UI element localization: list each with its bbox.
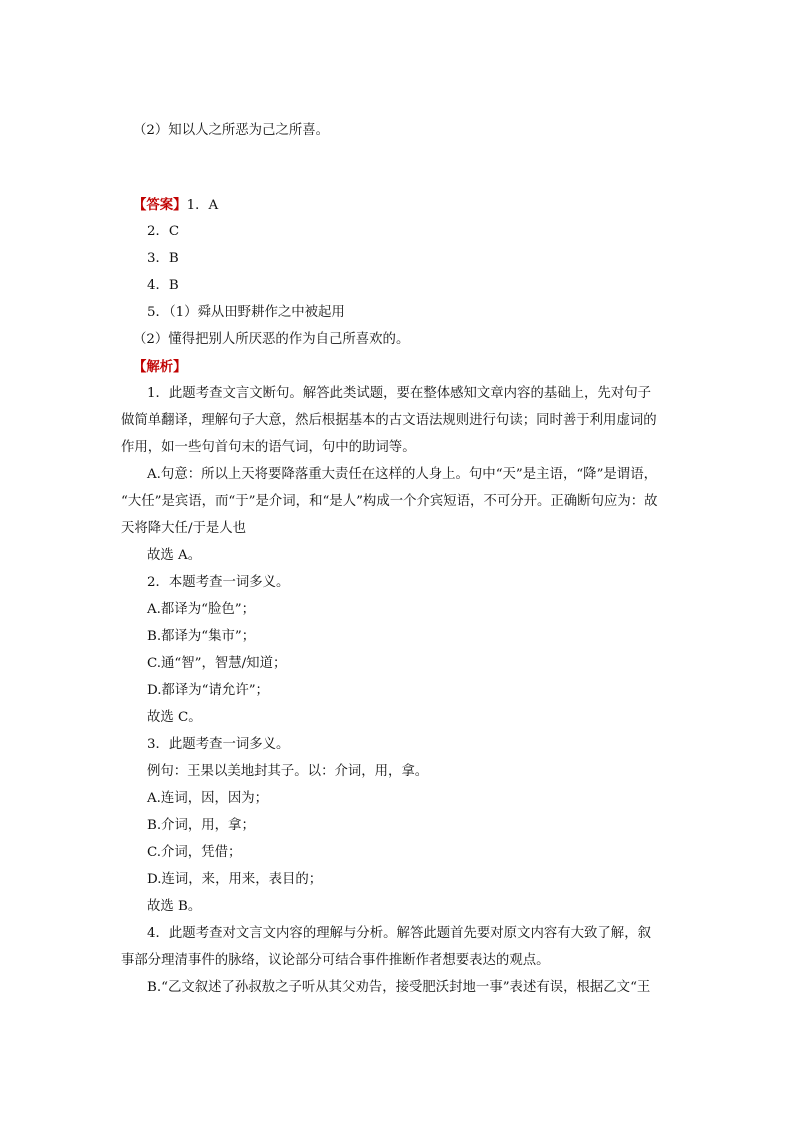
analysis-line: B.介词，用，拿； <box>147 818 255 833</box>
analysis-line: C.通“智”，智慧/知道； <box>147 656 287 671</box>
analysis-line: 3．此题考查一词多义。 <box>147 737 290 752</box>
analysis-line: C.介词，凭借； <box>147 845 242 860</box>
analysis-label <box>133 358 187 377</box>
analysis-line: 例句：王果以美地封其子。以：介词，用，拿。 <box>147 764 429 779</box>
analysis-line: 4．此题考查对文言文内容的理解与分析。解答此题首先要对原文内容有大致了解，叙 <box>147 926 651 941</box>
analysis-line: 故选 B。 <box>147 899 202 914</box>
analysis-line: B.“乙文叙述了孙叔敖之子听从其父劝告，接受肥沃封地一事”表述有误，根据乙文“王 <box>147 980 651 995</box>
analysis-line: 2．本题考查一词多义。 <box>147 575 290 590</box>
analysis-line: “大任”是宾语，而“于”是介词，和“是人”构成一个介宾短语，不可分开。正确断句应为：故 <box>121 494 658 509</box>
analysis-label-text: 【解析】 <box>133 359 187 375</box>
analysis-line: 做简单翻译，理解句子大意，然后根据基本的古文语法规则进行句读；同时善于利用虚词的 <box>121 413 657 428</box>
analysis-line: A.句意：所以上天将要降落重大责任在这样的人身上。句中“天”是主语，“降”是谓语， <box>147 467 657 482</box>
answer-item-3: 3．B <box>147 251 179 266</box>
answer-item-2: 2．C <box>147 224 180 239</box>
answer-item-5-part-2: （2）懂得把别人所厌恶的作为自己所喜欢的。 <box>133 332 410 347</box>
analysis-line: D.连词，来，用来，表目的； <box>147 872 323 887</box>
question-part-2: （2）知以人之所恶为己之所喜。 <box>133 123 329 138</box>
analysis-line: 1．此题考查文言文断句。解答此类试题，要在整体感知文章内容的基础上，先对句子 <box>147 386 651 401</box>
analysis-line: 故选 C。 <box>147 710 202 725</box>
answer-label: 【答案】 <box>133 197 187 213</box>
answer-item-5: 5．（1）舜从田野耕作之中被起用 <box>147 305 345 320</box>
analysis-line: 作用，如一些句首句末的语气词，句中的助词等。 <box>121 440 416 455</box>
analysis-line: D.都译为“请允许”； <box>147 683 269 698</box>
analysis-line: 故选 A。 <box>147 548 202 563</box>
analysis-line: A.都译为“脸色”； <box>147 602 255 617</box>
analysis-line: B.都译为“集市”； <box>147 629 256 644</box>
analysis-line: 天将降大任/于是人也 <box>121 521 247 536</box>
answer-line <box>133 196 218 215</box>
answer-item-1: 1．A <box>186 198 219 213</box>
analysis-line: A.连词，因，因为； <box>147 791 269 806</box>
answer-item-4: 4．B <box>147 278 179 293</box>
analysis-line: 事部分理清事件的脉络，议论部分可结合事件推断作者想要表达的观点。 <box>121 953 550 968</box>
